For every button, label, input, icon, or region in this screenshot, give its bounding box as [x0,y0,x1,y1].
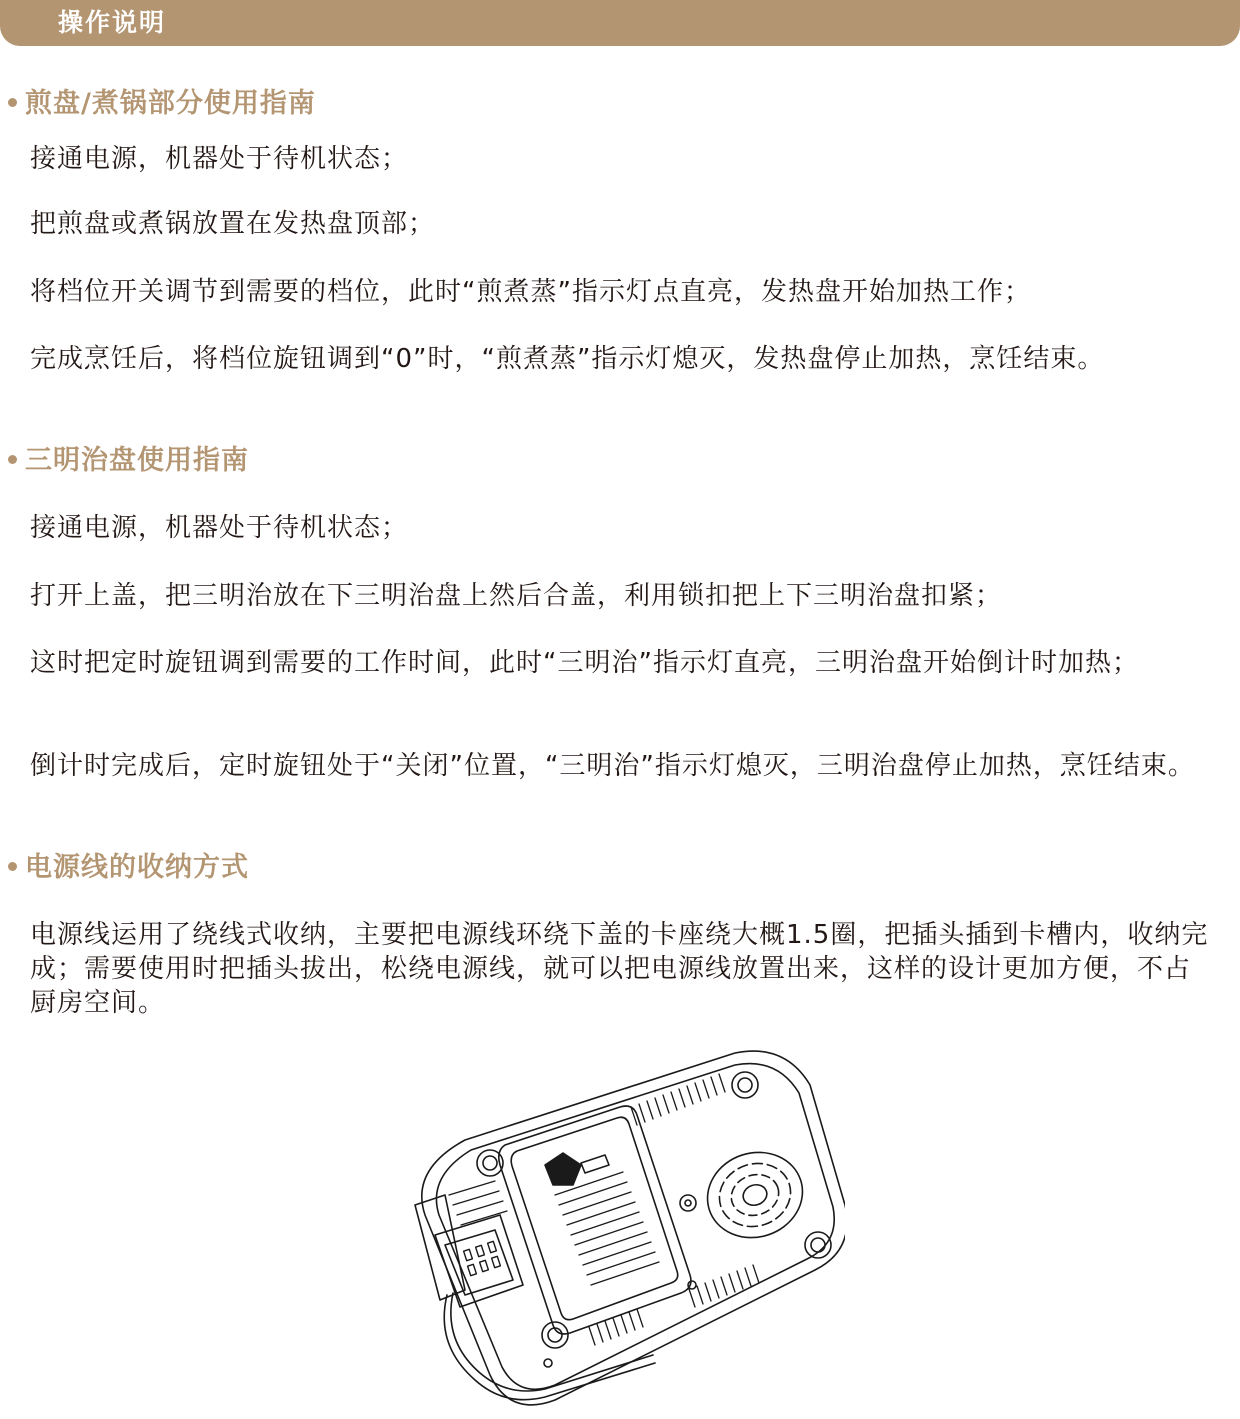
section-heading-text: 三明治盘使用指南 [25,445,249,476]
section-heading-cord-storage [8,850,249,886]
paragraph: 这时把定时旋钮调到需要的工作时间，此时“三明治”指示灯直亮，三明治盘开始倒计时加热； [30,648,1139,678]
bullet-icon [8,98,17,107]
page-title: 操作说明 [58,8,167,37]
section-heading-text: 电源线的收纳方式 [25,852,249,883]
section-heading-text: 煎盘/煮锅部分使用指南 [25,88,316,119]
paragraph: 把煎盘或煮锅放置在发热盘顶部； [30,209,436,239]
bullet-icon [8,862,17,871]
paragraph: 完成烹饪后，将档位旋钮调到“0”时，“煎煮蒸”指示灯熄灭，发热盘停止加热，烹饪结束。 [30,344,1105,374]
section-heading-pan-pot [8,86,316,122]
section-heading-sandwich [8,443,249,479]
paragraph: 打开上盖，把三明治放在下三明治盘上然后合盖，利用锁扣把上下三明治盘扣紧； [30,581,1003,611]
header-banner [0,0,1240,46]
paragraph: 将档位开关调节到需要的档位，此时“煎煮蒸”指示灯点直亮，发热盘开始加热工作； [30,277,1031,307]
paragraph: 接通电源，机器处于待机状态； [30,513,409,543]
paragraph: 接通电源，机器处于待机状态； [30,144,409,174]
appliance-bottom-illustration [405,1045,845,1415]
paragraph: 电源线运用了绕线式收纳，主要把电源线环绕下盖的卡座绕大概1.5圈，把插头插到卡槽内，收纳完成；需要使用时把插头拔出，松绕电源线，就可以把电源线放置出来，这样的设计更加方便，不占厨房空间。 [30,920,1209,1018]
paragraph: 倒计时完成后，定时旋钮处于“关闭”位置，“三明治”指示灯熄灭，三明治盘停止加热，烹饪结束。 [30,751,1195,781]
bullet-icon [8,455,17,464]
